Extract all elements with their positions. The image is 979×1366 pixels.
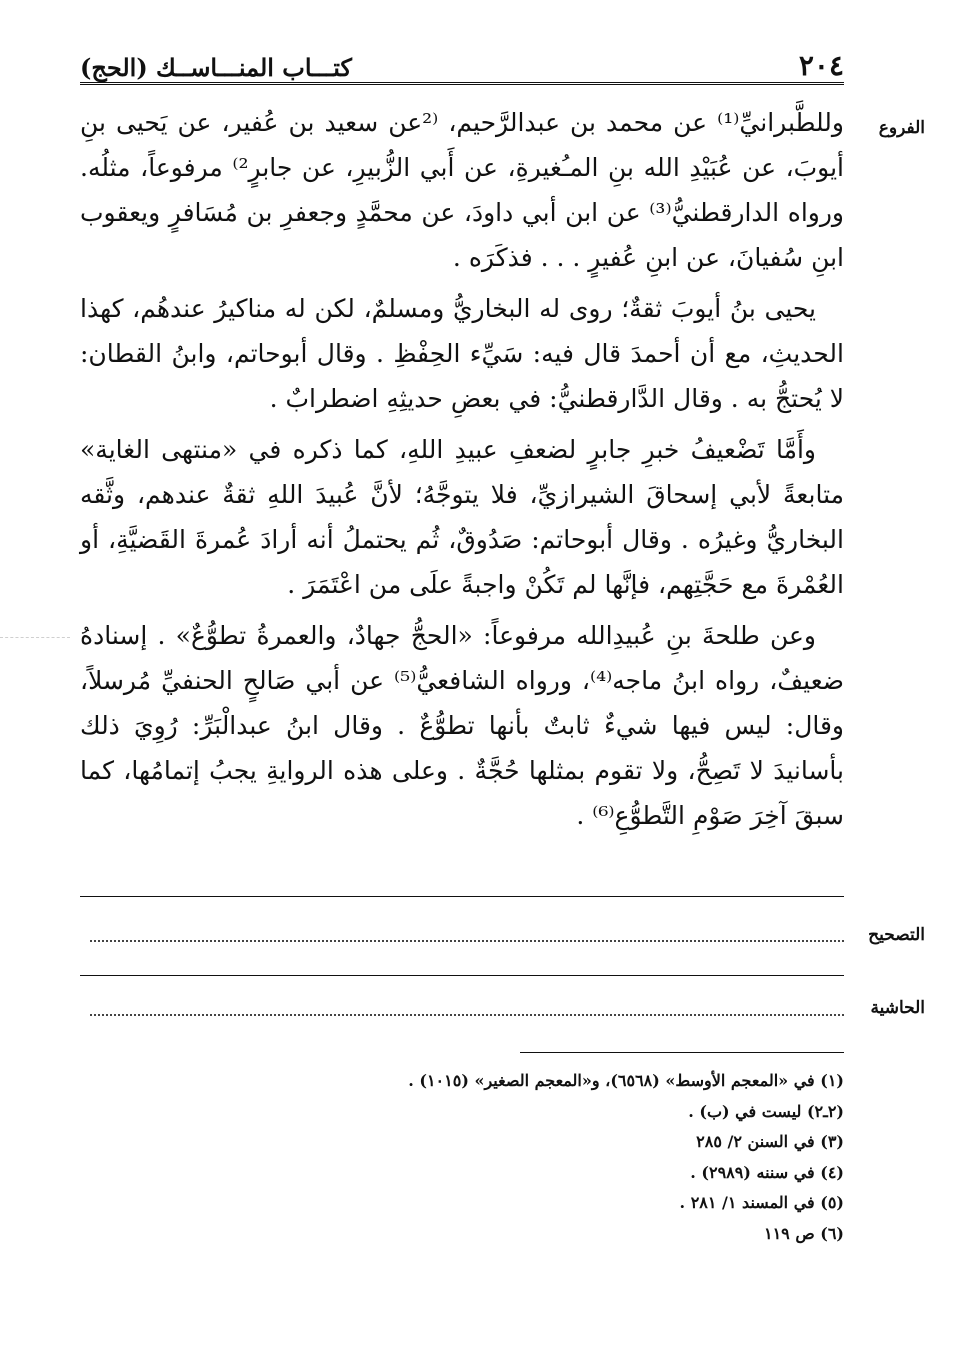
paragraph-1: وللطَّبرانيِّ⁽¹⁾ عن محمد بن عبدالرَّحيم، ⁽²عن سعيد بن عُفير، عن يَحيى بنِ أيوبَ، عن عُبَيْدِ الله بنِ المـُغيرةِ، عن أَبي الزُّبيرِ، عن جابرٍ²⁾ مرفوعاً، مثلُه. ورواه الدارقطنيُّ⁽³⁾ عن ابن أبي داودَ، عن محمَّدٍ وجعفرِ بن مُسَافرٍ ويعقوب ابنِ سُفيانَ، عن ابنِ عُفيرٍ . . . فذكَرَه . [80,108,845,272]
footnotes [120,1066,844,1249]
body-text [80,100,844,844]
annotation-top-rule [80,975,844,976]
footnote-2: (٢ـ٢) ليست في (ب) . [688,1101,844,1121]
paragraph-3: وأَمَّا تَضْعيفُ خبرِ جابرٍ لضعفِ عبيدِ اللهِ، كما ذكره في «منتهى الغاية» متابعةً لأبي إسحاقَ الشيرازيِّ، فلا يتوجَّهُ؛ لأنَّ عُبيدَ اللهِ ثقةٌ عندهم، وثَّقه البخاريُّ وغيرُه . وقال أبوحاتم: صَدُوقٌ، ثُم يحتملُ أنه أرادَ عُمرةَ القَضيَّةِ، أو العُمْرةَ مع حَجَّتِهم، فإنَّها لم تَكُنْ واجبةً علَى من اعْتَمَرَ . [80,435,844,599]
footnote-rule [520,1052,844,1053]
running-title: كتـــاب المنـــاســك (الحج) [80,53,352,82]
footnote-3: (٣) في السنن ٢/ ٢٨٥ [696,1132,844,1151]
footnote-6: (٦) ص ١١٩ [763,1223,844,1243]
footnote-1: (١) في «المعجم الأوسط» (٦٥٦٨)، و«المعجم الصغير» (١٠١٥) . [408,1071,844,1090]
margin-label-correction: التصحيح [868,925,925,945]
footnote-4: (٤) في سننه (٢٩٨٩) . [690,1162,844,1182]
running-header [80,30,844,80]
annotation-dotted-line [90,1014,844,1016]
footnote-5: (٥) في المسند ١/ ٢٨١ . [679,1193,844,1212]
paragraph-4: وعن طلحةَ بنِ عُبيدِالله مرفوعاً: «الحجُّ جهادٌ، والعمرةُ تطوُّعٌ» . إسنادهُ ضعيفٌ، رواه ابنُ ماجه⁽⁴⁾، ورواه الشافعيُّ⁽⁵⁾ عن أبي صَالحٍ الحنفيِّ مُرسلاً، وقال: ليس فيها شيءٌ ثابتٌ بأنها تطوُّعٌ . وقال ابنُ عبدالْبَرِّ: رُوِيَ ذلك بأسانيدَ لا تَصِحُّ، ولا تقوم بمثلها حُجَّةٌ . وعلى هذه الروايةِ يجبُ إتمامُها، كما سبقَ آخِرَ صَوْمِ التَّطوُّعِ⁽⁶⁾ . [80,621,844,830]
margin-label-annotation: الحاشية [870,998,925,1018]
paragraph-2: يحيى بنُ أيوبَ ثقةٌ؛ روى له البخاريُّ ومسلمٌ، لكن له مناكيرُ عندهُم، كهذا الحديثِ، مع أن أحمدَ قال فيه: سَيِّء الحِفْظِ . وقال أبوحاتم، وابنُ القطان: لا يُحتجُّ به . وقال الدَّارقطنيُّ: في بعضِ حديثِهِ اضطرابٌ . [80,294,844,413]
correction-dotted-line [90,940,844,942]
page-number: ٢٠٤ [798,49,844,82]
scan-crease [0,637,70,638]
correction-top-rule [80,896,844,897]
margin-label-section: الفروع [878,118,925,138]
header-rule [80,82,844,85]
